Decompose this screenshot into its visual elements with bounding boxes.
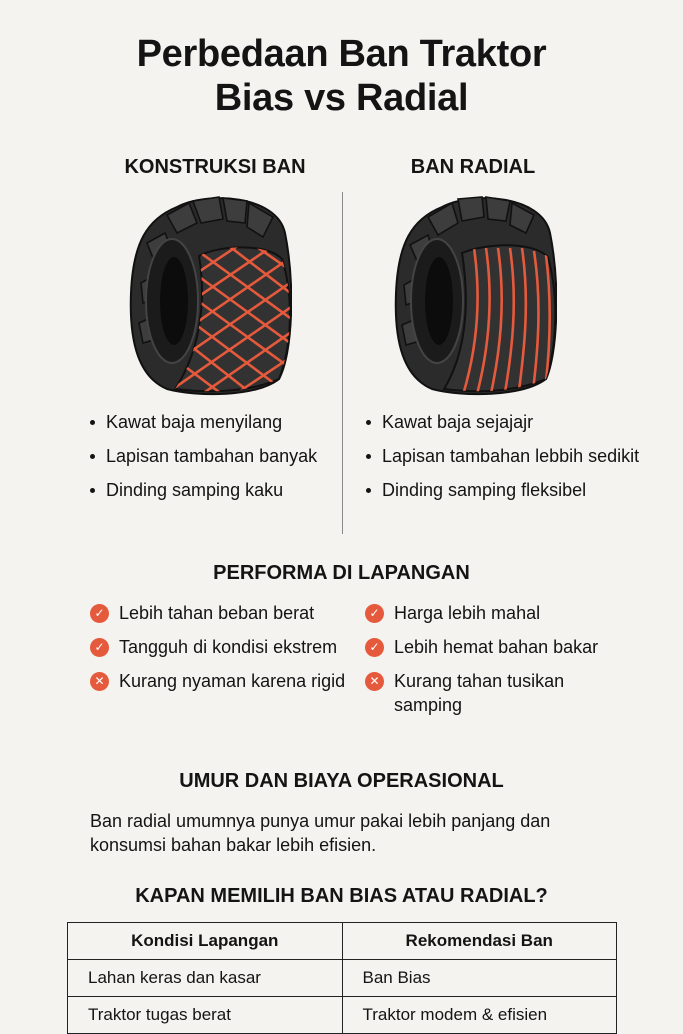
radial-column-heading: BAN RADIAL: [410, 156, 536, 178]
list-item: [365, 601, 600, 625]
check-icon: ✓: [90, 604, 109, 623]
umur-heading: UMUR DAN BIAYA OPERASIONAL: [179, 770, 504, 792]
title-line-2: Bias vs Radial: [214, 77, 469, 119]
check-icon: ✓: [365, 604, 384, 623]
table-cell: Lahan keras dan kasar: [68, 960, 343, 997]
radial-feature-list: [364, 410, 644, 512]
check-icon: ✓: [90, 638, 109, 657]
bias-tire-icon: [127, 193, 292, 398]
list-item: [90, 669, 355, 693]
list-item: Lapisan tambahan banyak: [88, 444, 333, 468]
table-row: [68, 960, 617, 997]
title-line-1: Perbedaan Ban Traktor: [136, 33, 547, 75]
performance-text: Lebih tahan beban berat: [119, 603, 315, 623]
performance-text: Lebih hemat bahan bakar: [394, 637, 599, 657]
cross-icon: ✕: [90, 672, 109, 691]
list-item: Dinding samping kaku: [88, 478, 333, 502]
list-item: [90, 601, 355, 625]
recommendation-table: [67, 922, 617, 1034]
list-item: [365, 635, 600, 659]
column-divider: [342, 192, 343, 534]
bias-feature-list: [88, 410, 333, 512]
performance-heading: PERFORMA DI LAPANGAN: [213, 562, 470, 584]
table-header-row: [68, 923, 617, 960]
table-cell: Traktor modem & efisien: [342, 997, 617, 1034]
list-item: [90, 635, 355, 659]
radial-performance-list: [365, 601, 600, 727]
bias-column-heading: KONSTRUKSI BAN: [124, 156, 306, 178]
performance-text: Harga lebih mahal: [394, 603, 541, 623]
list-item: Dinding samping fleksibel: [364, 478, 644, 502]
table-cell: Ban Bias: [342, 960, 617, 997]
list-item: Kawat baja sejajajr: [364, 410, 644, 434]
list-item: Lapisan tambahan lebbih sedikit: [364, 444, 644, 468]
table-row: [68, 997, 617, 1034]
performance-text: Kurang tahan tusikan samping: [394, 671, 565, 715]
check-icon: ✓: [365, 638, 384, 657]
performance-text: Tangguh di kondisi ekstrem: [119, 637, 338, 657]
column-header: Kondisi Lapangan: [68, 923, 343, 960]
performance-text: Kurang nyaman karena rigid: [119, 671, 346, 691]
recommendation-heading: KAPAN MEMILIH BAN BIAS ATAU RADIAL?: [135, 885, 548, 907]
list-item: Kawat baja menyilang: [88, 410, 333, 434]
column-header: Rekomendasi Ban: [342, 923, 617, 960]
table-cell: Traktor tugas berat: [68, 997, 343, 1034]
page-title: [0, 32, 683, 120]
list-item: [365, 669, 600, 717]
cross-icon: ✕: [365, 672, 384, 691]
bias-performance-list: [90, 601, 355, 703]
radial-tire-icon: [392, 193, 557, 398]
umur-paragraph: Ban radial umumnya punya umur pakai lebih panjang dan konsumsi bahan bakar lebih efisien.: [90, 811, 551, 855]
